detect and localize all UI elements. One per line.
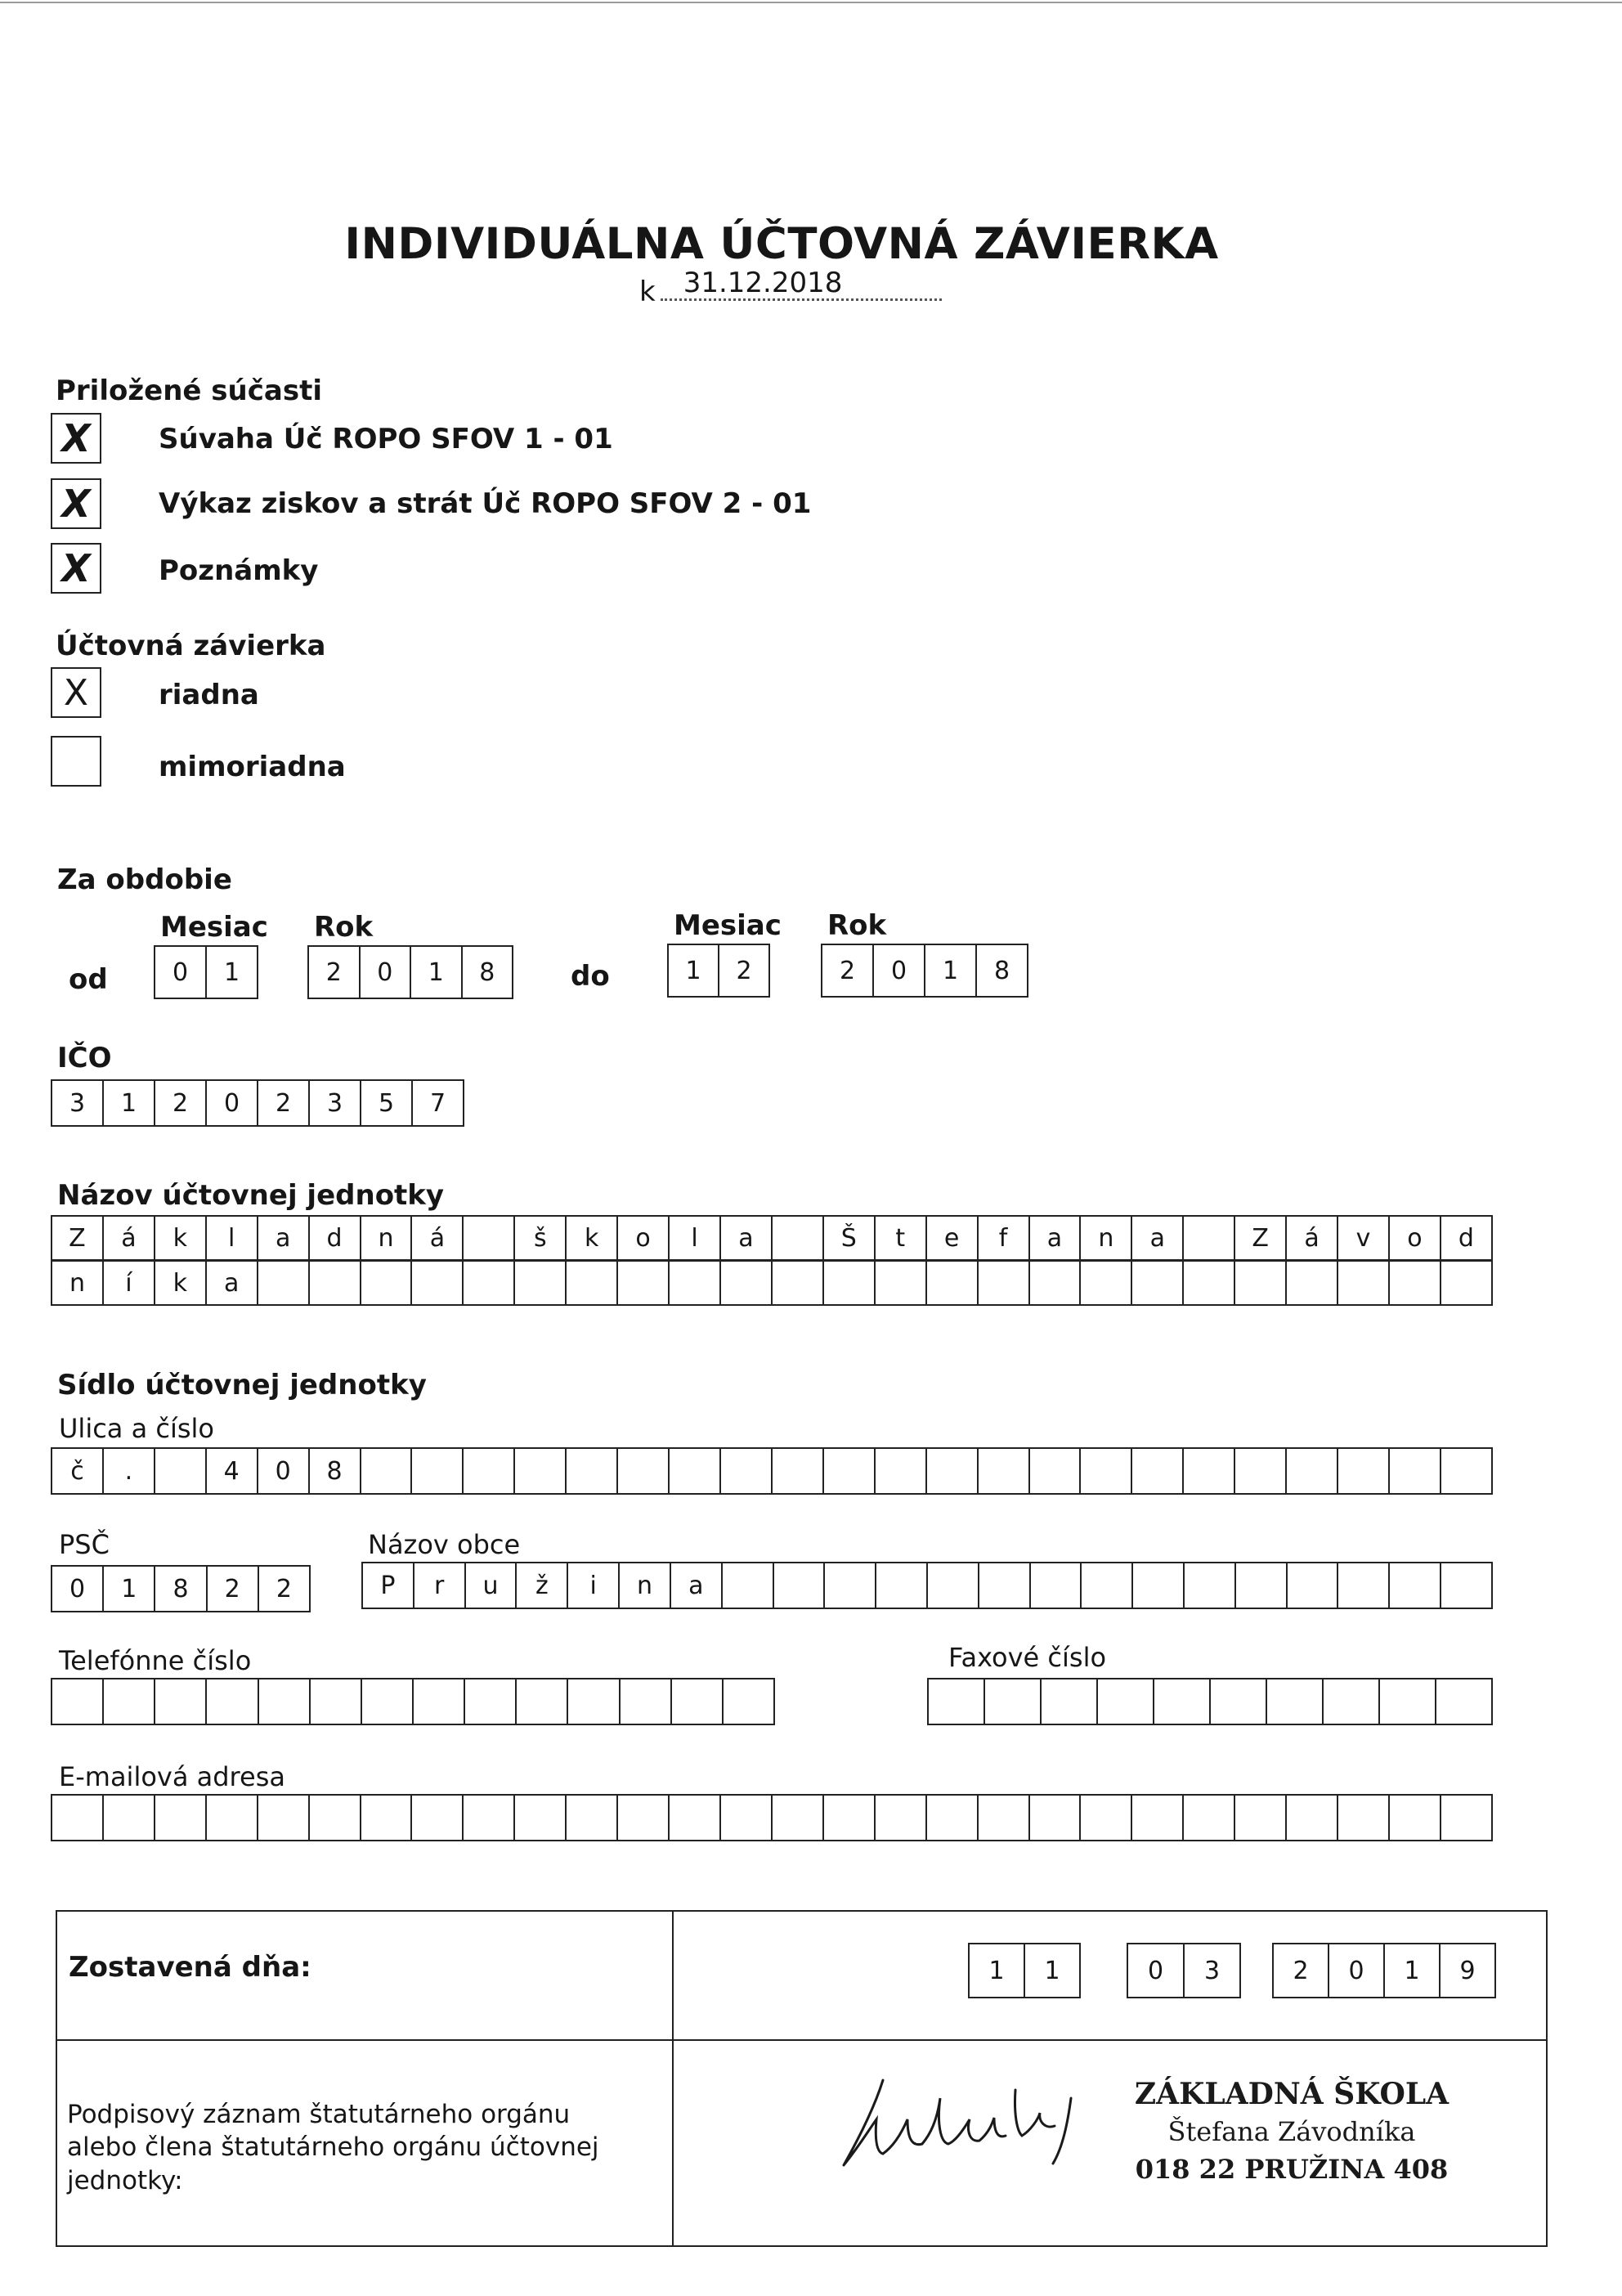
form-cell[interactable] — [774, 1563, 826, 1608]
form-cell[interactable] — [825, 1563, 876, 1608]
form-cell[interactable] — [824, 1449, 876, 1493]
form-cell[interactable] — [1338, 1262, 1390, 1304]
form-cell[interactable] — [465, 1679, 517, 1724]
form-cell[interactable]: a — [721, 1217, 773, 1259]
form-cell[interactable]: u — [466, 1563, 518, 1608]
form-cell[interactable] — [104, 1796, 155, 1840]
form-cell[interactable]: e — [927, 1217, 979, 1259]
form-cell[interactable]: 0 — [52, 1567, 104, 1611]
form-cell[interactable]: 5 — [361, 1081, 413, 1125]
form-cell[interactable]: a — [671, 1563, 723, 1608]
email-cells[interactable] — [51, 1794, 1493, 1841]
form-cell[interactable] — [876, 1563, 928, 1608]
form-cell[interactable] — [1030, 1796, 1082, 1840]
form-cell[interactable] — [1441, 1796, 1491, 1840]
phone-label: Telefónne číslo — [59, 1645, 252, 1676]
form-cell[interactable] — [979, 1796, 1030, 1840]
form-cell[interactable]: á — [1287, 1217, 1338, 1259]
form-cell[interactable] — [1338, 1449, 1390, 1493]
email-label: E-mailová adresa — [59, 1761, 285, 1792]
as-of-date-line — [661, 267, 942, 301]
form-cell[interactable] — [362, 1679, 414, 1724]
as-of-prefix: k — [639, 276, 656, 308]
form-cell[interactable]: 1 — [669, 945, 719, 996]
from-label: od — [69, 963, 108, 996]
form-cell[interactable] — [412, 1262, 464, 1304]
form-cell[interactable]: 0 — [1128, 1944, 1185, 1997]
form-cell[interactable] — [311, 1679, 362, 1724]
form-cell[interactable] — [515, 1449, 567, 1493]
signature-label: Podpisový záznam štatutárneho orgánu alebo člena štatutárneho orgánu účtovnej jednotky: — [67, 2100, 599, 2195]
form-cell[interactable] — [618, 1449, 670, 1493]
checkbox-extraordinary-label: mimoriadna — [159, 751, 346, 783]
components-heading: Priložené súčasti — [56, 374, 322, 407]
form-cell[interactable] — [723, 1563, 774, 1608]
form-cell[interactable] — [1098, 1679, 1154, 1724]
form-cell[interactable] — [1154, 1679, 1211, 1724]
street-label: Ulica a číslo — [59, 1413, 214, 1444]
form-cell[interactable] — [1132, 1449, 1184, 1493]
form-cell[interactable]: 3 — [310, 1081, 361, 1125]
form-cell[interactable]: 2 — [1274, 1944, 1329, 1997]
form-cell[interactable]: a — [1132, 1217, 1184, 1259]
from-month-cells[interactable] — [154, 945, 258, 999]
form-cell[interactable] — [258, 1796, 310, 1840]
form-cell[interactable] — [104, 1679, 155, 1724]
form-cell[interactable] — [1324, 1679, 1380, 1724]
to-year-label: Rok — [827, 909, 887, 942]
fax-label: Faxové číslo — [948, 1642, 1107, 1673]
signature-box-row-divider — [57, 2039, 1546, 2041]
form-cell[interactable]: d — [1458, 1223, 1474, 1253]
form-cell[interactable] — [1082, 1563, 1133, 1608]
checkbox-income-statement-label: Výkaz ziskov a strát Úč ROPO SFOV 2 - 01 — [159, 487, 812, 520]
form-cell[interactable]: 1 — [104, 1567, 155, 1611]
form-cell[interactable] — [1236, 1563, 1288, 1608]
form-cell[interactable] — [414, 1679, 465, 1724]
scan-top-edge — [0, 2, 1622, 3]
entity-name-row-1[interactable] — [51, 1215, 1493, 1261]
form-cell[interactable] — [1338, 1563, 1390, 1608]
form-cell[interactable] — [567, 1449, 618, 1493]
form-cell[interactable] — [412, 1449, 464, 1493]
form-cell[interactable] — [515, 1262, 567, 1304]
form-cell[interactable] — [1287, 1262, 1338, 1304]
form-cell[interactable] — [824, 1262, 876, 1304]
closing-type-heading: Účtovná závierka — [56, 630, 326, 662]
form-cell[interactable] — [259, 1679, 311, 1724]
form-cell[interactable]: á — [412, 1217, 464, 1259]
form-cell[interactable] — [1081, 1796, 1132, 1840]
phone-cells[interactable] — [51, 1678, 775, 1725]
form-cell[interactable]: č — [52, 1449, 104, 1493]
form-cell[interactable] — [52, 1796, 104, 1840]
form-cell[interactable]: f — [979, 1217, 1030, 1259]
form-cell[interactable] — [1132, 1796, 1184, 1840]
form-cell[interactable] — [1390, 1449, 1441, 1493]
form-cell[interactable] — [1184, 1449, 1235, 1493]
form-cell[interactable] — [773, 1449, 824, 1493]
form-cell[interactable] — [618, 1796, 670, 1840]
form-cell[interactable] — [517, 1679, 568, 1724]
compiled-year-cells[interactable] — [1272, 1943, 1496, 1998]
form-cell[interactable]: 3 — [52, 1081, 104, 1125]
form-cell[interactable]: . — [104, 1449, 155, 1493]
form-cell[interactable]: 1 — [1385, 1944, 1441, 1997]
from-month-label: Mesiac — [160, 911, 268, 944]
form-cell[interactable] — [927, 1262, 979, 1304]
form-cell[interactable]: r — [414, 1563, 466, 1608]
form-cell[interactable] — [1390, 1563, 1441, 1608]
compiled-day-cells[interactable] — [968, 1943, 1081, 1998]
form-cell[interactable]: š — [515, 1217, 567, 1259]
form-cell[interactable] — [670, 1262, 721, 1304]
form-cell[interactable]: 8 — [155, 1567, 207, 1611]
city-label: Názov obce — [368, 1529, 521, 1560]
form-cell[interactable] — [1287, 1449, 1338, 1493]
entity-name-row-2[interactable] — [51, 1260, 1493, 1306]
form-cell[interactable] — [773, 1217, 824, 1259]
form-cell[interactable]: 1 — [104, 1081, 155, 1125]
checkbox-balance-sheet[interactable]: X — [51, 413, 101, 464]
form-cell[interactable] — [670, 1796, 721, 1840]
form-cell[interactable] — [721, 1796, 773, 1840]
form-cell[interactable]: 0 — [258, 1449, 310, 1493]
form-cell[interactable] — [464, 1796, 515, 1840]
form-cell[interactable]: l — [670, 1217, 721, 1259]
form-cell[interactable]: 0 — [361, 947, 412, 998]
form-cell[interactable]: i — [568, 1563, 620, 1608]
form-cell[interactable]: 2 — [276, 1574, 292, 1603]
form-cell[interactable] — [1133, 1563, 1185, 1608]
form-cell[interactable] — [1132, 1262, 1184, 1304]
form-cell[interactable]: ž — [517, 1563, 568, 1608]
period-heading: Za obdobie — [57, 863, 232, 896]
form-cell[interactable] — [1288, 1563, 1339, 1608]
form-cell[interactable] — [155, 1679, 207, 1724]
psc-label: PSČ — [59, 1529, 110, 1560]
form-cell[interactable] — [1441, 1563, 1491, 1608]
form-cell[interactable]: n — [361, 1217, 413, 1259]
form-cell[interactable] — [1081, 1262, 1132, 1304]
form-cell[interactable]: 1 — [411, 947, 463, 998]
form-cell[interactable]: a — [1030, 1217, 1082, 1259]
form-cell[interactable] — [876, 1796, 927, 1840]
form-cell[interactable]: Z — [1235, 1217, 1287, 1259]
form-cell[interactable] — [876, 1262, 927, 1304]
to-month-label: Mesiac — [674, 909, 782, 942]
form-cell[interactable] — [1380, 1679, 1436, 1724]
form-cell[interactable]: Z — [52, 1217, 104, 1259]
form-cell[interactable]: n — [1081, 1217, 1132, 1259]
form-cell[interactable] — [310, 1796, 361, 1840]
form-cell[interactable] — [672, 1679, 724, 1724]
form-cell[interactable] — [310, 1262, 361, 1304]
form-cell[interactable] — [927, 1449, 979, 1493]
form-cell[interactable] — [207, 1679, 258, 1724]
form-cell[interactable]: 9 — [1459, 1956, 1476, 1985]
form-cell[interactable] — [1267, 1679, 1324, 1724]
form-cell[interactable]: P — [363, 1563, 414, 1608]
form-cell[interactable]: 8 — [993, 956, 1010, 985]
form-cell[interactable] — [724, 1679, 773, 1724]
psc-cells[interactable] — [51, 1565, 311, 1612]
to-month-cells[interactable] — [667, 944, 770, 998]
form-cell[interactable] — [618, 1262, 670, 1304]
street-cells[interactable] — [51, 1447, 1493, 1495]
form-cell[interactable]: l — [207, 1217, 258, 1259]
form-cell[interactable] — [361, 1449, 413, 1493]
stamp-school-patron: Štefana Závodníka — [1167, 2116, 1416, 2147]
form-cell[interactable] — [721, 1449, 773, 1493]
form-cell[interactable] — [567, 1796, 618, 1840]
stamp-school-name: ZÁKLADNÁ ŠKOLA — [1134, 2077, 1449, 2111]
form-cell[interactable] — [1338, 1796, 1390, 1840]
form-cell[interactable] — [1436, 1679, 1491, 1724]
form-cell[interactable] — [773, 1796, 824, 1840]
form-cell[interactable]: 1 — [1044, 1956, 1060, 1985]
form-cell[interactable] — [824, 1796, 876, 1840]
form-cell[interactable]: 2 — [822, 945, 874, 996]
form-cell[interactable] — [1235, 1449, 1287, 1493]
form-cell[interactable] — [1287, 1796, 1338, 1840]
form-cell[interactable] — [258, 1262, 310, 1304]
stamp-address: 018 22 PRUŽINA 408 — [1135, 2154, 1449, 2185]
to-year-cells[interactable] — [821, 944, 1028, 998]
checkbox-balance-sheet-label: Súvaha Úč ROPO SFOV 1 - 01 — [159, 423, 613, 455]
form-cell[interactable] — [928, 1563, 979, 1608]
city-cells[interactable] — [361, 1562, 1493, 1609]
handwritten-signature — [826, 2074, 1096, 2172]
form-cell[interactable]: 4 — [207, 1449, 258, 1493]
ico-label: IČO — [57, 1042, 112, 1074]
form-cell[interactable]: 1 — [925, 945, 977, 996]
form-cell[interactable]: 2 — [309, 947, 361, 998]
from-year-label: Rok — [314, 911, 374, 944]
form-cell[interactable] — [1042, 1679, 1098, 1724]
form-cell[interactable] — [1030, 1262, 1082, 1304]
form-cell[interactable] — [464, 1449, 515, 1493]
form-cell[interactable]: 2 — [736, 956, 752, 985]
checkbox-income-statement[interactable]: X — [51, 478, 101, 529]
compiled-date-label: Zostavená dňa: — [69, 1951, 311, 1984]
form-cell[interactable]: k — [567, 1217, 618, 1259]
checkbox-regular-label: riadna — [159, 679, 259, 711]
form-cell[interactable] — [155, 1449, 207, 1493]
form-cell[interactable]: k — [155, 1217, 207, 1259]
fax-cells[interactable] — [927, 1678, 1493, 1725]
form-cell[interactable] — [927, 1796, 979, 1840]
form-cell[interactable]: 8 — [310, 1449, 361, 1493]
form-cell[interactable] — [464, 1217, 515, 1259]
to-label: do — [571, 960, 610, 993]
form-cell[interactable] — [876, 1449, 927, 1493]
checkbox-notes-label: Poznámky — [159, 554, 319, 587]
form-cell[interactable]: 3 — [1203, 1956, 1221, 1985]
form-cell[interactable] — [1184, 1217, 1235, 1259]
form-cell[interactable]: 0 — [874, 945, 925, 996]
form-cell[interactable] — [515, 1796, 567, 1840]
form-cell[interactable] — [621, 1679, 672, 1724]
form-cell[interactable]: 0 — [155, 947, 207, 998]
form-cell[interactable] — [773, 1262, 824, 1304]
form-cell[interactable]: n — [620, 1563, 671, 1608]
as-of-date: 31.12.2018 — [683, 267, 843, 299]
form-cell[interactable] — [929, 1679, 985, 1724]
form-cell[interactable] — [1081, 1449, 1132, 1493]
form-cell[interactable] — [1030, 1449, 1082, 1493]
form-cell[interactable] — [979, 1262, 1030, 1304]
form-cell[interactable]: 2 — [258, 1081, 310, 1125]
form-cell[interactable] — [1390, 1796, 1441, 1840]
form-cell[interactable] — [1211, 1679, 1267, 1724]
entity-name-label: Názov účtovnej jednotky — [57, 1179, 445, 1212]
form-cell[interactable]: 0 — [207, 1081, 258, 1125]
form-cell[interactable] — [1184, 1796, 1235, 1840]
checkbox-notes[interactable]: X — [51, 543, 101, 594]
form-cell[interactable] — [52, 1679, 104, 1724]
form-cell[interactable] — [1235, 1796, 1287, 1840]
form-cell[interactable]: í — [104, 1262, 155, 1304]
form-cell[interactable]: n — [52, 1262, 104, 1304]
form-cell[interactable]: t — [876, 1217, 927, 1259]
form-cell[interactable] — [1441, 1262, 1491, 1304]
form-cell[interactable] — [155, 1796, 207, 1840]
from-year-cells[interactable] — [307, 945, 513, 999]
form-cell[interactable] — [1184, 1262, 1235, 1304]
form-cell[interactable]: 8 — [479, 957, 495, 987]
form-cell[interactable]: 1 — [970, 1944, 1025, 1997]
form-cell[interactable]: 2 — [155, 1081, 207, 1125]
document-title: INDIVIDUÁLNA ÚČTOVNÁ ZÁVIERKA — [344, 219, 1219, 269]
form-cell[interactable]: v — [1338, 1217, 1390, 1259]
form-cell[interactable] — [412, 1796, 464, 1840]
form-cell[interactable] — [985, 1679, 1042, 1724]
compiled-month-cells[interactable] — [1127, 1943, 1241, 1998]
form-cell[interactable]: Š — [824, 1217, 876, 1259]
address-heading: Sídlo účtovnej jednotky — [57, 1369, 427, 1401]
form-cell[interactable]: a — [207, 1262, 258, 1304]
form-cell[interactable]: 1 — [223, 957, 240, 987]
form-cell[interactable]: 0 — [1329, 1944, 1385, 1997]
form-cell[interactable] — [464, 1262, 515, 1304]
form-cell[interactable] — [979, 1449, 1030, 1493]
form-cell[interactable] — [568, 1679, 620, 1724]
form-cell[interactable]: 2 — [208, 1567, 259, 1611]
form-cell[interactable] — [1390, 1262, 1441, 1304]
form-cell[interactable]: á — [104, 1217, 155, 1259]
form-cell[interactable] — [1235, 1262, 1287, 1304]
signature-box-divider — [672, 1912, 674, 2245]
form-cell[interactable]: o — [1390, 1217, 1441, 1259]
form-cell[interactable] — [721, 1262, 773, 1304]
checkbox-extraordinary[interactable] — [51, 736, 101, 787]
form-cell[interactable] — [361, 1262, 413, 1304]
ico-cells[interactable] — [51, 1079, 464, 1127]
form-cell[interactable]: o — [618, 1217, 670, 1259]
checkbox-regular[interactable]: X — [51, 667, 101, 718]
form-cell[interactable]: 7 — [429, 1088, 446, 1118]
form-cell[interactable] — [567, 1262, 618, 1304]
form-cell[interactable]: a — [258, 1217, 310, 1259]
form-cell[interactable] — [979, 1563, 1031, 1608]
form-cell[interactable] — [670, 1449, 721, 1493]
as-of-date-row — [639, 267, 942, 308]
form-cell[interactable]: k — [155, 1262, 207, 1304]
form-cell[interactable] — [1185, 1563, 1236, 1608]
form-cell[interactable] — [1441, 1449, 1491, 1493]
form-cell[interactable] — [1031, 1563, 1082, 1608]
form-cell[interactable]: d — [310, 1217, 361, 1259]
form-cell[interactable] — [361, 1796, 413, 1840]
form-cell[interactable] — [207, 1796, 258, 1840]
